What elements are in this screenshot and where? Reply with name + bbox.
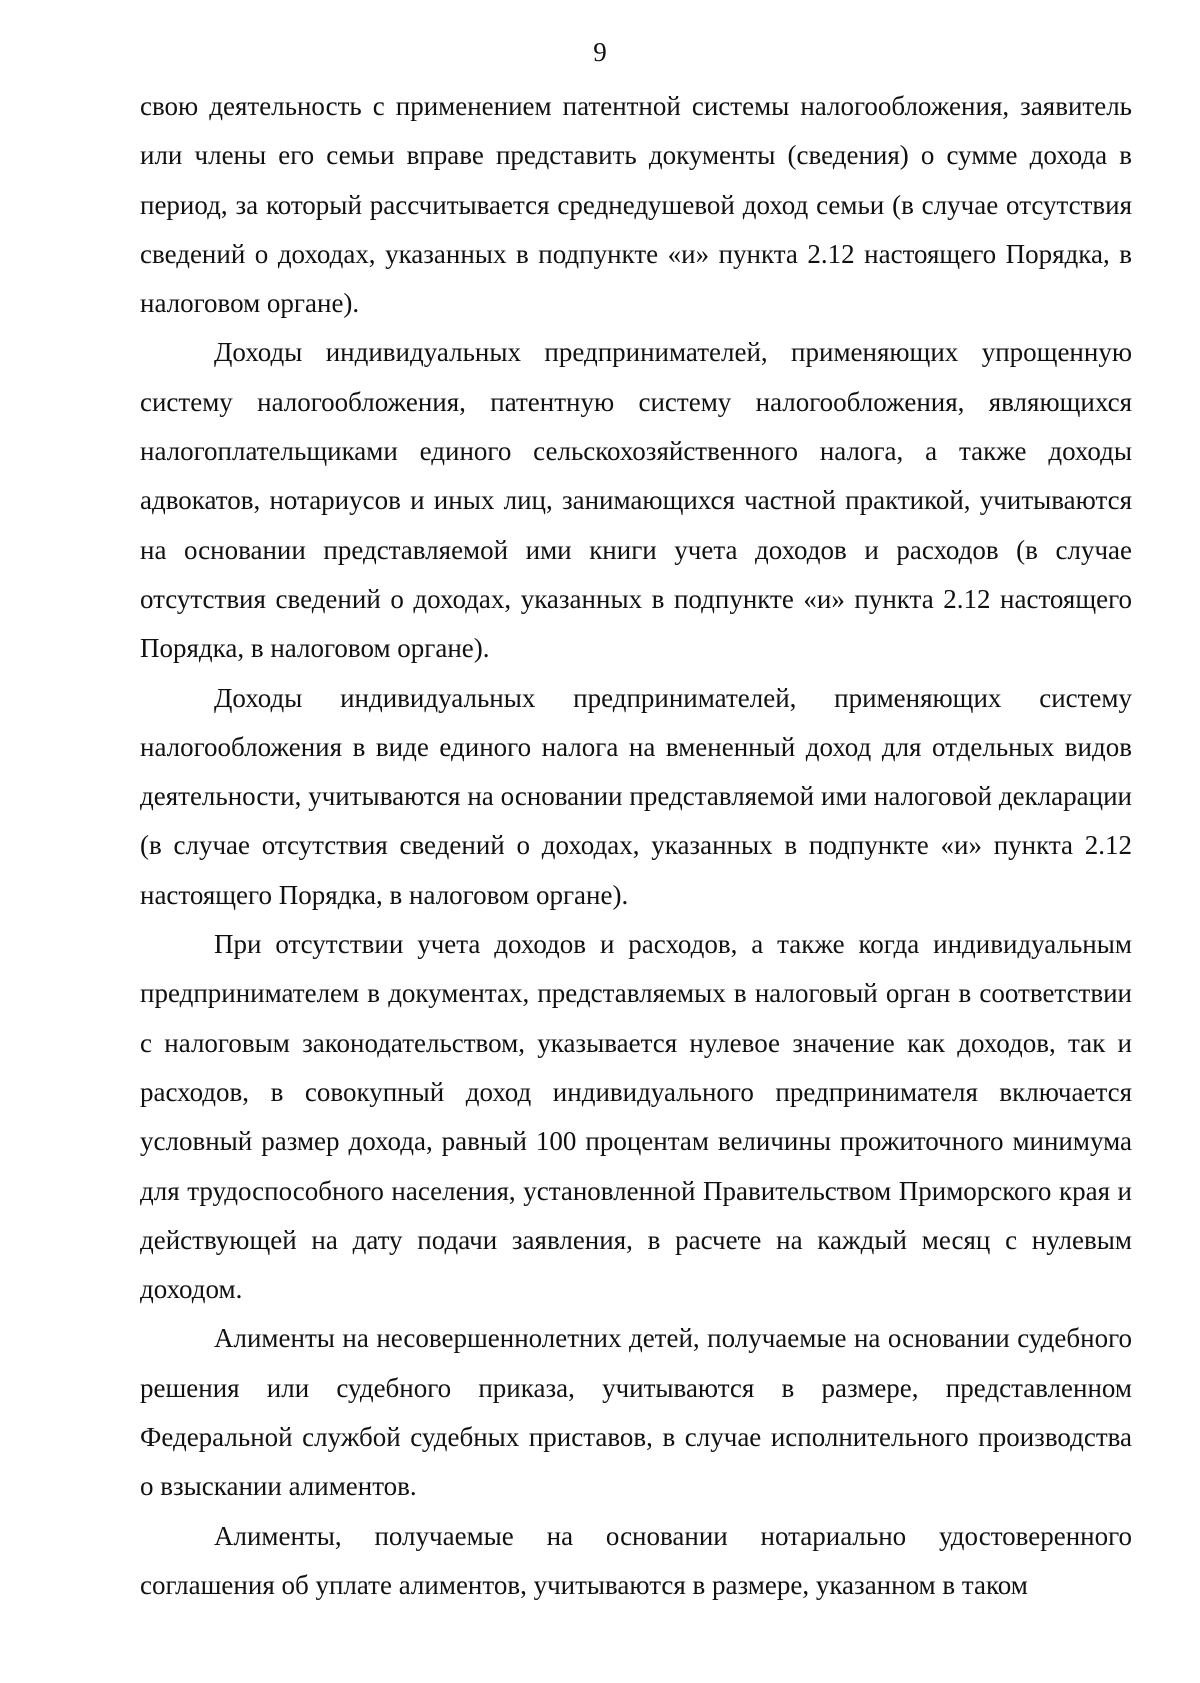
document-body bbox=[140, 82, 1132, 1610]
paragraph-continuation: свою деятельность с применением патентной системы налогообложения, заявитель или члены его семьи вправе представить документы (сведения) о сумме дохода в период, за который рассчитывается среднедушевой доход семьи (в случае отсутствия сведений о доходах, указанных в подпункте «и» пункта 2.12 настоящего Порядка, в налоговом органе). bbox=[140, 91, 1132, 319]
paragraph-zero-income: При отсутствии учета доходов и расходов, а также когда индивидуальным предпринимателем в документах, представляемых в налоговый орган в соответствии с налоговым законодательством, указывается нулевое значение как доходов, так и расходов, в совокупный доход индивидуального предпринимателя включается условный размер дохода, равный 100 процентам величины прожиточного минимума для трудоспособного населения, установленной Правительством Приморского края и действующей на дату подачи заявления, в расчете на каждый месяц с нулевым доходом. bbox=[140, 929, 1132, 1305]
paragraph-simplified-tax-income: Доходы индивидуальных предпринимателей, применяющих упрощенную систему налогообложения, патентную систему налогообложения, являющихся налогоплательщиками единого сельскохозяйственного налога, а также доходы адвокатов, нотариусов и иных лиц, занимающихся частной практикой, учитываются на основании представляемой ими книги учета доходов и расходов (в случае отсутствия сведений о доходах, указанных в подпункте «и» пункта 2.12 настоящего Порядка, в налоговом органе). bbox=[140, 337, 1132, 664]
page-number: 9 bbox=[593, 37, 607, 67]
paragraph-court-alimony: Алименты на несовершеннолетних детей, получаемые на основании судебного решения или судебного приказа, учитываются в размере, представленном Федеральной службой судебных приставов, в случае исполнительного производства о взыскании алиментов. bbox=[140, 1323, 1132, 1502]
paragraph-notarial-alimony: Алименты, получаемые на основании нотариально удостоверенного соглашения об уплате алиментов, учитываются в размере, указанном в таком bbox=[140, 1520, 1132, 1600]
paragraph-imputed-tax-income: Доходы индивидуальных предпринимателей, применяющих систему налогообложения в виде единого налога на вмененный доход для отдельных видов деятельности, учитываются на основании представляемой ими налоговой декларации (в случае отсутствия сведений о доходах, указанных в подпункте «и» пункта 2.12 настоящего Порядка, в налоговом органе). bbox=[140, 682, 1132, 910]
